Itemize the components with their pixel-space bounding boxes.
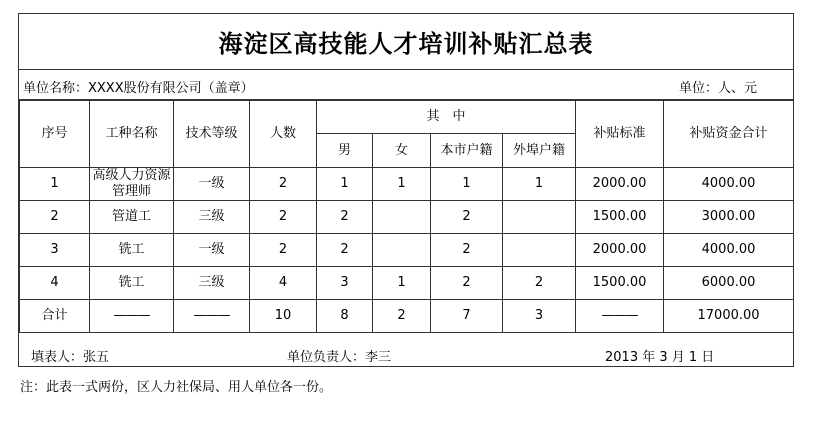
cell-level: 一级 — [174, 234, 250, 267]
footnote: 注：此表一式两份，区人力社保局、用人单位各一份。 — [20, 380, 333, 395]
header-seq: 序号 — [20, 101, 90, 168]
cell-count: 4 — [250, 267, 317, 300]
cell-job: 铣工 — [90, 267, 174, 300]
cell-male: 8 — [317, 300, 373, 333]
subsidy-summary-sheet — [18, 13, 794, 367]
cell-total: 3000.00 — [664, 201, 794, 234]
signature-row — [19, 341, 793, 367]
cell-level: 三级 — [174, 201, 250, 234]
unit-info-row — [19, 70, 793, 100]
header-among: 其 中 — [317, 101, 576, 134]
cell-female — [373, 234, 431, 267]
cell-nonlocal: 1 — [503, 168, 576, 201]
cell-job: ——— — [90, 300, 174, 333]
responsible-label: 单位负责人：李三 — [287, 350, 392, 365]
cell-total: 4000.00 — [664, 234, 794, 267]
header-job: 工种名称 — [90, 101, 174, 168]
cell-standard: ——— — [576, 300, 664, 333]
header-standard: 补贴标准 — [576, 101, 664, 168]
cell-seq: 合计 — [20, 300, 90, 333]
cell-local: 2 — [431, 267, 503, 300]
cell-nonlocal — [503, 234, 576, 267]
cell-level: ——— — [174, 300, 250, 333]
table-row — [20, 267, 794, 300]
cell-local: 7 — [431, 300, 503, 333]
unit-label: 单位：人、元 — [678, 81, 757, 96]
cell-job: 铣工 — [90, 234, 174, 267]
cell-local: 2 — [431, 201, 503, 234]
table-row — [20, 201, 794, 234]
cell-standard: 1500.00 — [576, 201, 664, 234]
cell-male: 1 — [317, 168, 373, 201]
cell-standard: 1500.00 — [576, 267, 664, 300]
header-total: 补贴资金合计 — [664, 101, 794, 168]
cell-count: 2 — [250, 201, 317, 234]
cell-seq: 1 — [20, 168, 90, 201]
header-local: 本市户籍 — [431, 134, 503, 168]
preparer-label: 填表人：张五 — [31, 350, 110, 365]
cell-count: 2 — [250, 168, 317, 201]
cell-count: 2 — [250, 234, 317, 267]
cell-level: 三级 — [174, 267, 250, 300]
table-row — [20, 168, 794, 201]
cell-nonlocal: 3 — [503, 300, 576, 333]
cell-local: 1 — [431, 168, 503, 201]
cell-seq: 3 — [20, 234, 90, 267]
cell-female: 1 — [373, 168, 431, 201]
header-nonlocal: 外埠户籍 — [503, 134, 576, 168]
unit-name-label: 单位名称：XXXX股份有限公司（盖章） — [23, 81, 254, 96]
cell-standard: 2000.00 — [576, 234, 664, 267]
cell-job: 高级人力资源管理师 — [90, 168, 174, 201]
cell-nonlocal — [503, 201, 576, 234]
cell-nonlocal: 2 — [503, 267, 576, 300]
header-level: 技术等级 — [174, 101, 250, 168]
cell-standard: 2000.00 — [576, 168, 664, 201]
cell-male: 2 — [317, 234, 373, 267]
date-label: 2013 年 3 月 1 日 — [605, 350, 715, 365]
cell-female: 2 — [373, 300, 431, 333]
cell-job: 管道工 — [90, 201, 174, 234]
cell-local: 2 — [431, 234, 503, 267]
cell-seq: 4 — [20, 267, 90, 300]
cell-count: 10 — [250, 300, 317, 333]
summary-table — [19, 100, 794, 333]
cell-female: 1 — [373, 267, 431, 300]
page-title: 海淀区高技能人才培训补贴汇总表 — [19, 14, 793, 70]
cell-male: 2 — [317, 201, 373, 234]
cell-total: 4000.00 — [664, 168, 794, 201]
header-male: 男 — [317, 134, 373, 168]
cell-total: 17000.00 — [664, 300, 794, 333]
totals-row — [20, 300, 794, 333]
cell-level: 一级 — [174, 168, 250, 201]
table-row — [20, 234, 794, 267]
header-row-1 — [20, 101, 794, 134]
cell-female — [373, 201, 431, 234]
cell-male: 3 — [317, 267, 373, 300]
cell-seq: 2 — [20, 201, 90, 234]
cell-total: 6000.00 — [664, 267, 794, 300]
header-female: 女 — [373, 134, 431, 168]
header-count: 人数 — [250, 101, 317, 168]
